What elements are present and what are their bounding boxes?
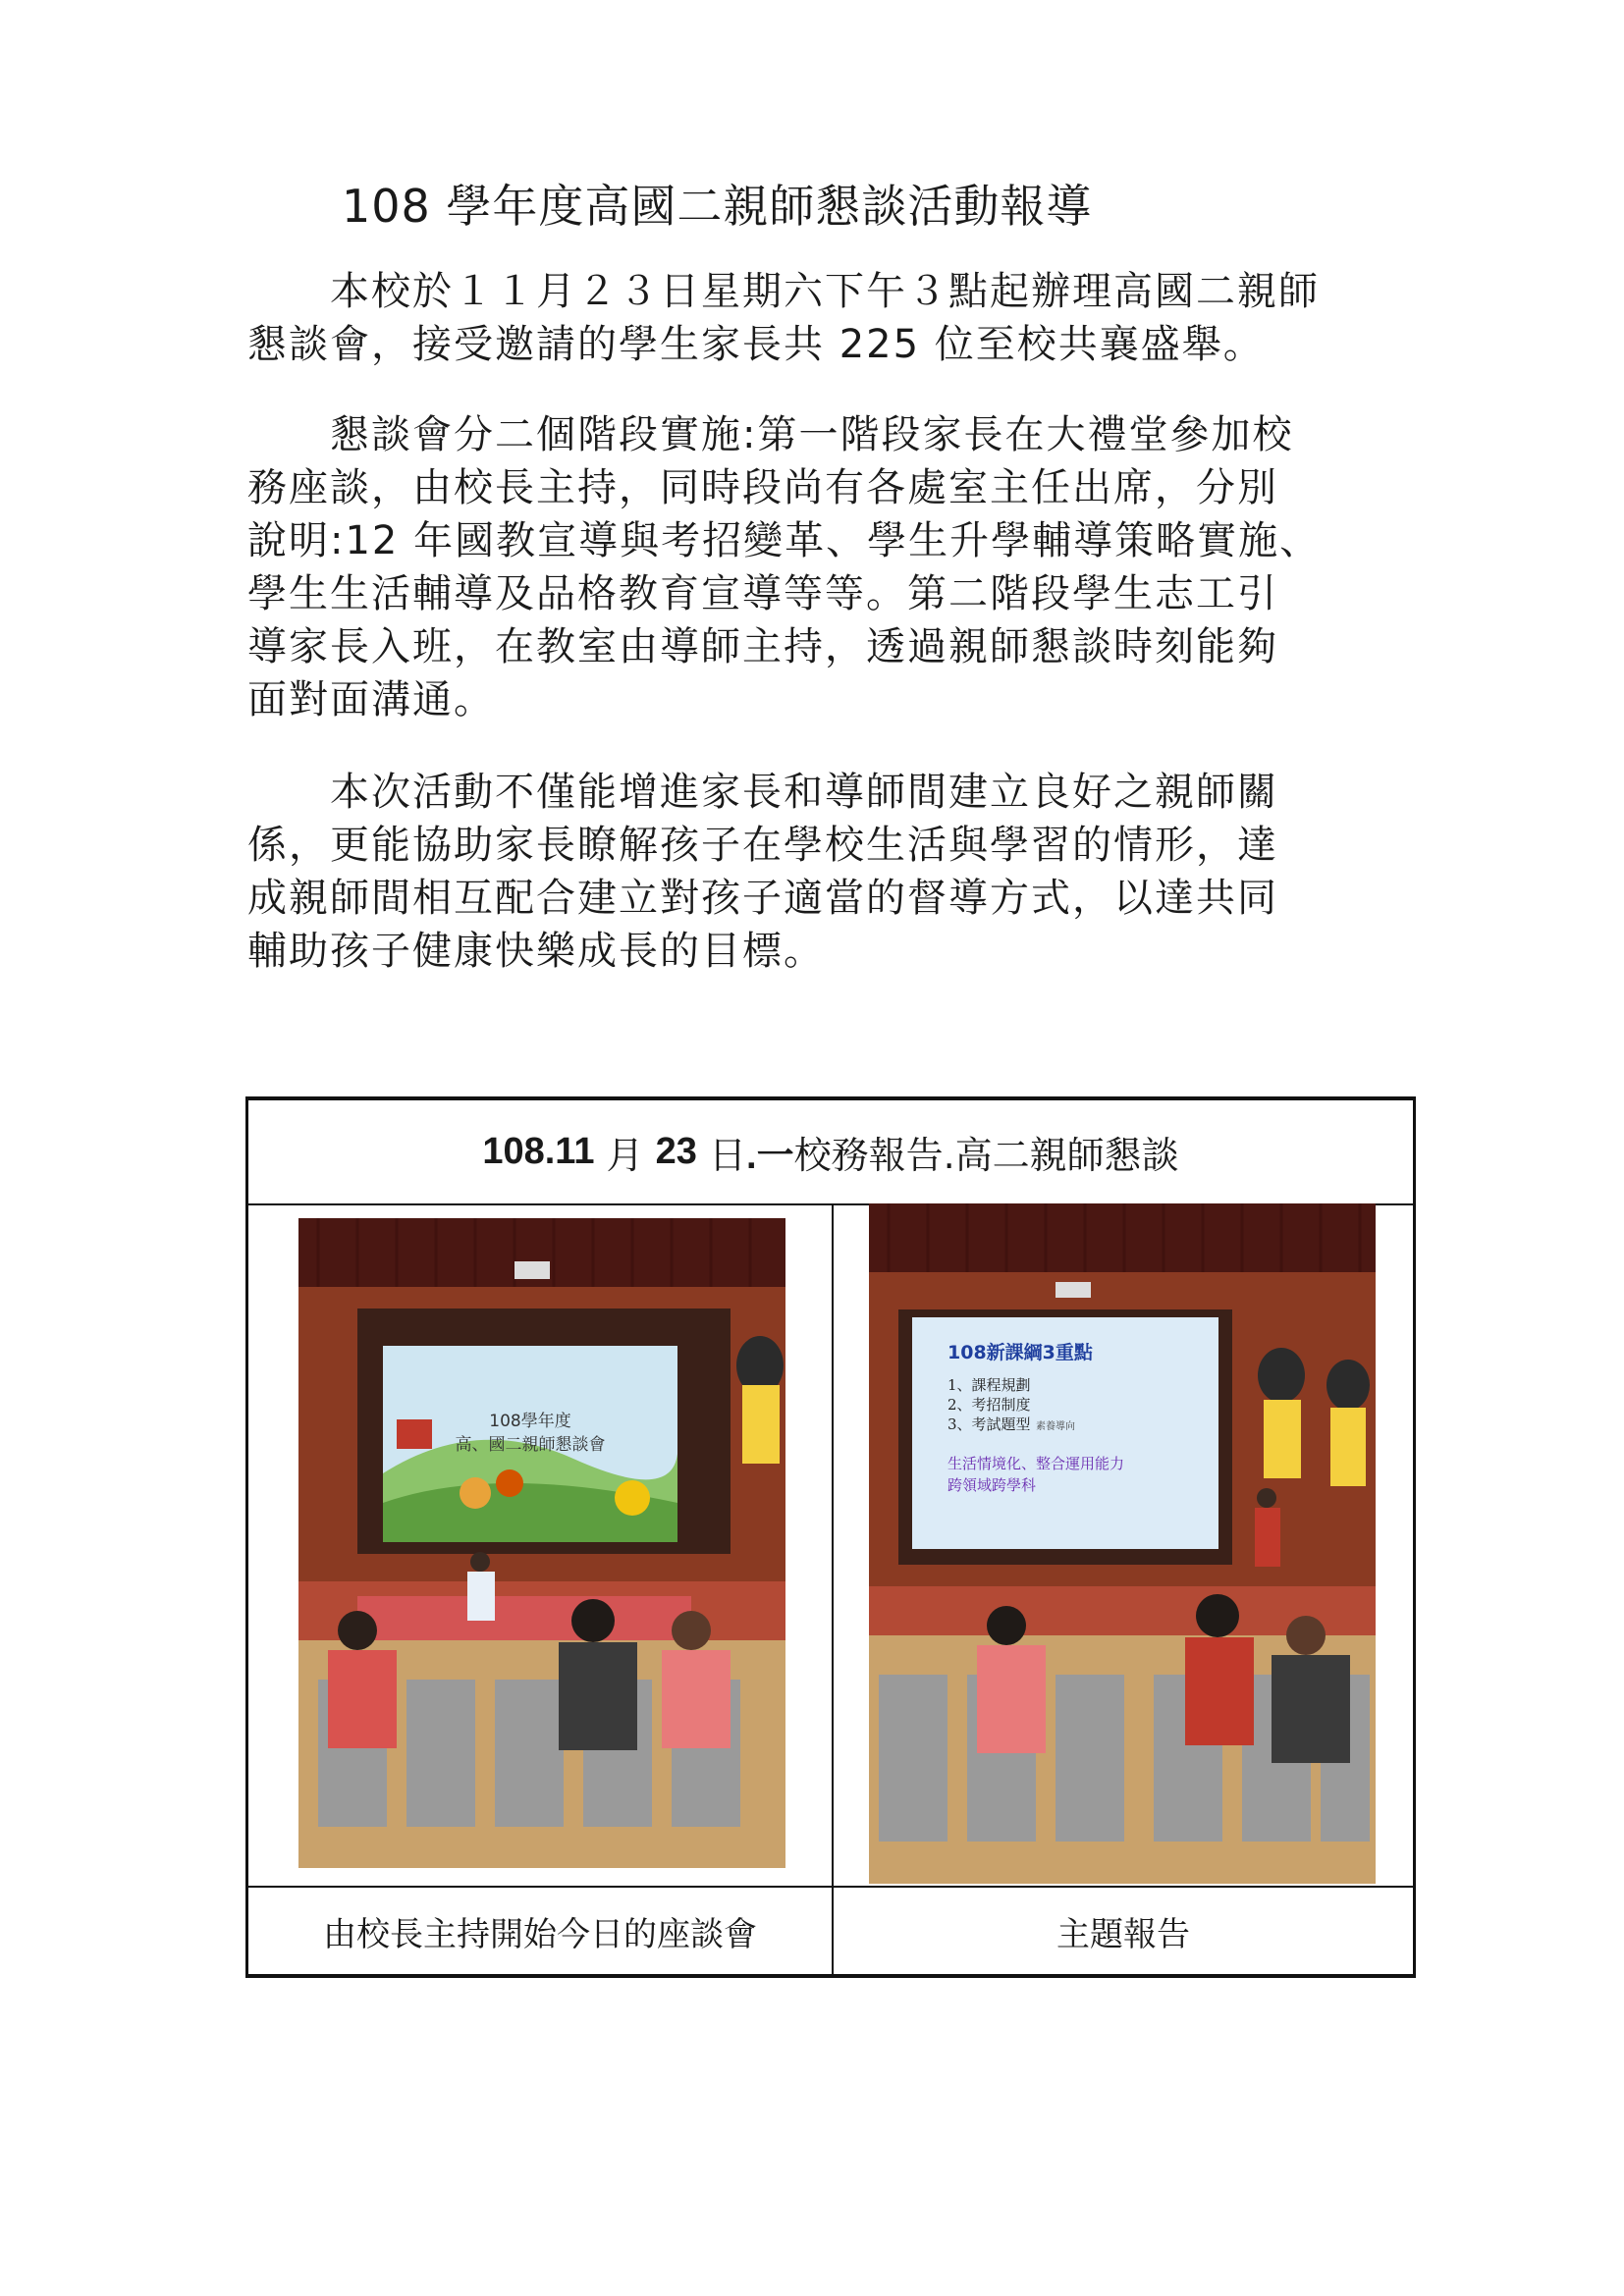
paragraph-line: 務座談，由校長主持，同時段尚有各處室主任出席，分別 — [247, 465, 1278, 510]
paragraph-intro — [247, 265, 1377, 371]
paragraph-line: 本次活動不僅能增進家長和導師間建立良好之親師關 — [247, 770, 1278, 815]
page-title: 108 學年度高國二親師懇談活動報導 — [342, 180, 1093, 233]
photo-topic-report — [869, 1203, 1376, 1884]
paragraph-purpose — [247, 766, 1377, 978]
paragraph-line: 輔助孩子健康快樂成長的目標。 — [247, 929, 825, 974]
paragraph-line: 係，更能協助家長瞭解孩子在學校生活與學習的情形，達 — [247, 823, 1278, 868]
auditorium-photo — [298, 1218, 785, 1868]
paragraph-line: 本校於１１月２３日星期六下午３點起辦理高國二親師 — [247, 269, 1320, 314]
screen-line-1: 108學年度 — [489, 1412, 571, 1431]
table-caption — [248, 1100, 1413, 1205]
photo-principal-speech — [298, 1218, 785, 1868]
caption-dash: .一 — [746, 1136, 794, 1177]
paragraph-stages — [247, 408, 1377, 726]
paragraph-line: 面對面溝通。 — [247, 677, 495, 722]
paragraph-line: 說明:12 年國教宣導與考招變革、學生升學輔導策略實施、 — [247, 518, 1322, 563]
paragraph-line: 成親師間相互配合建立對孩子適當的督導方式，以達共同 — [247, 876, 1278, 921]
screen-note: 素養導向 — [1036, 1421, 1075, 1432]
photo-table — [245, 1096, 1416, 1978]
caption-text: 日 — [696, 1134, 747, 1177]
screen-footer-2: 跨領域跨學科 — [947, 1476, 1037, 1494]
photo-labels — [248, 1886, 1413, 1974]
paragraph-line: 懇談會分二個階段實施:第一階段家長在大禮堂參加校 — [247, 412, 1294, 457]
screen-heading: 108新課綱3重點 — [947, 1342, 1093, 1363]
caption-date-day: 23 — [655, 1131, 697, 1172]
screen-item: 3、考試題型 — [947, 1415, 1031, 1433]
photo-label-right: 主題報告 — [1056, 1914, 1190, 1954]
screen-item: 2、考招制度 — [947, 1396, 1031, 1414]
caption-text: 校務報告.高二親師懇談 — [793, 1134, 1179, 1177]
paragraph-line: 懇談會，接受邀請的學生家長共 225 位至校共襄盛舉。 — [247, 322, 1265, 367]
screen-item: 1、課程規劃 — [947, 1376, 1031, 1394]
column-divider — [832, 1205, 834, 1974]
paragraph-line: 學生生活輔導及品格教育宣導等等。第二階段學生志工引 — [247, 571, 1278, 616]
screen-line-2: 高、國二親師懇談會 — [455, 1435, 606, 1455]
auditorium-photo — [869, 1203, 1376, 1884]
caption-text: 月 — [594, 1134, 656, 1177]
caption-date-year: 108.11 — [482, 1131, 595, 1172]
paragraph-line: 導家長入班，在教室由導師主持，透過親師懇談時刻能夠 — [247, 624, 1278, 669]
photo-label-left: 由校長主持開始今日的座談會 — [323, 1914, 757, 1954]
screen-footer-1: 生活情境化、整合運用能力 — [947, 1455, 1125, 1472]
